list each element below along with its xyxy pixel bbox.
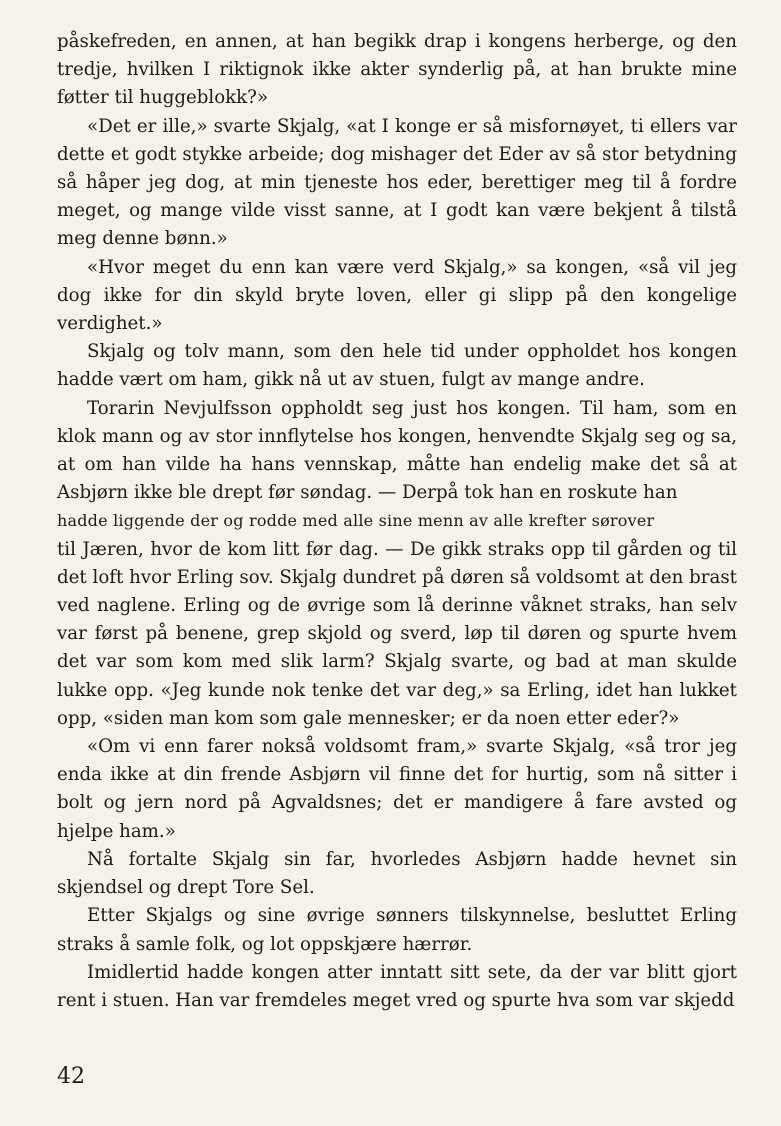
paragraph-9: Imidlertid hadde kongen atter inntatt sitt sete, da der var blitt gjort rent i stuen. Han var fremdeles meget vred og spurte hva som var skjedd xyxy=(57,961,737,1011)
body-text xyxy=(57,28,737,1015)
paragraph-4: Skjalg og tolv mann, som den hele tid under oppholdet hos kongen hadde vært om ham, gikk nå ut av stuen, fulgt av mange andre. xyxy=(57,341,737,391)
paragraph-8: Etter Skjalgs og sine øvrige sønners tilskynnelse, besluttet Erling straks å samle folk, og lot oppskjære hærrør. xyxy=(57,905,737,955)
paragraph-6: «Om vi enn farer nokså voldsomt fram,» svarte Skjalg, «så tror jeg enda ikke at din frende Asbjørn vil finne det for hurtig, som nå sitter i bolt og jern nord på Agvaldsnes; det er mandigere å fare avsted og hjelpe ham.» xyxy=(57,736,737,842)
paragraph-5-continued: til Jæren, hvor de kom litt før dag. — De gikk straks opp til gården og til det loft hvor Erling sov. Skjalg dundret på døren så voldsomt at den brast ved naglene. Erling og de øvrige som lå derinne våknet straks, han selv var først på benene, grep skjold og sverd, løp til døren og spurte hvem det var som kom med slik larm? Skjalg svarte, og bad at man skulde lukke opp. «Jeg kunde nok tenke det var deg,» sa Erling, idet han lukket opp, «siden man kom som gale mennesker; er da noen etter eder?» xyxy=(57,538,737,729)
page-number: 42 xyxy=(57,1064,85,1089)
paragraph-7: Nå fortalte Skjalg sin far, hvorledes Asbjørn hadde hevnet sin skjendsel og drept Tore Sel. xyxy=(57,848,737,899)
paragraph-5-small-line: hadde liggende der og rodde med alle sine menn av alle krefter sørover xyxy=(57,511,655,531)
paragraph-5: Torarin Nevjulfsson oppholdt seg just hos kongen. Til ham, som en klok mann og av stor innflytelse hos kongen, henvendte Skjalg seg og sa, at om han vilde ha hans vennskap, måtte han endelig make det så at Asbjørn ikke ble drept før søndag. — Derpå tok han en roskute han xyxy=(57,397,737,504)
paragraph-2: «Det er ille,» svarte Skjalg, «at I konge er så misfornøyet, ti ellers var dette et godt stykke arbeide; dog mishager det Eder av så stor betydning så håper jeg dog, at min tjeneste hos eder, berettiger meg til å fordre meget, og mange vilde visst sanne, at I godt kan være bekjent å tilstå meg denne bønn.» xyxy=(57,115,737,250)
paragraph-3: «Hvor meget du enn kan være verd Skjalg,» sa kongen, «så vil jeg dog ikke for din skyld bryte loven, eller gi slipp på den kongelige verdighet.» xyxy=(57,256,737,335)
paragraph-1: påskefreden, en annen, at han begikk drap i kongens herberge, og den tredje, hvilken I riktignok ikke akter synderlig på, at han brukte mine føtter til huggeblokk?» xyxy=(57,31,737,109)
